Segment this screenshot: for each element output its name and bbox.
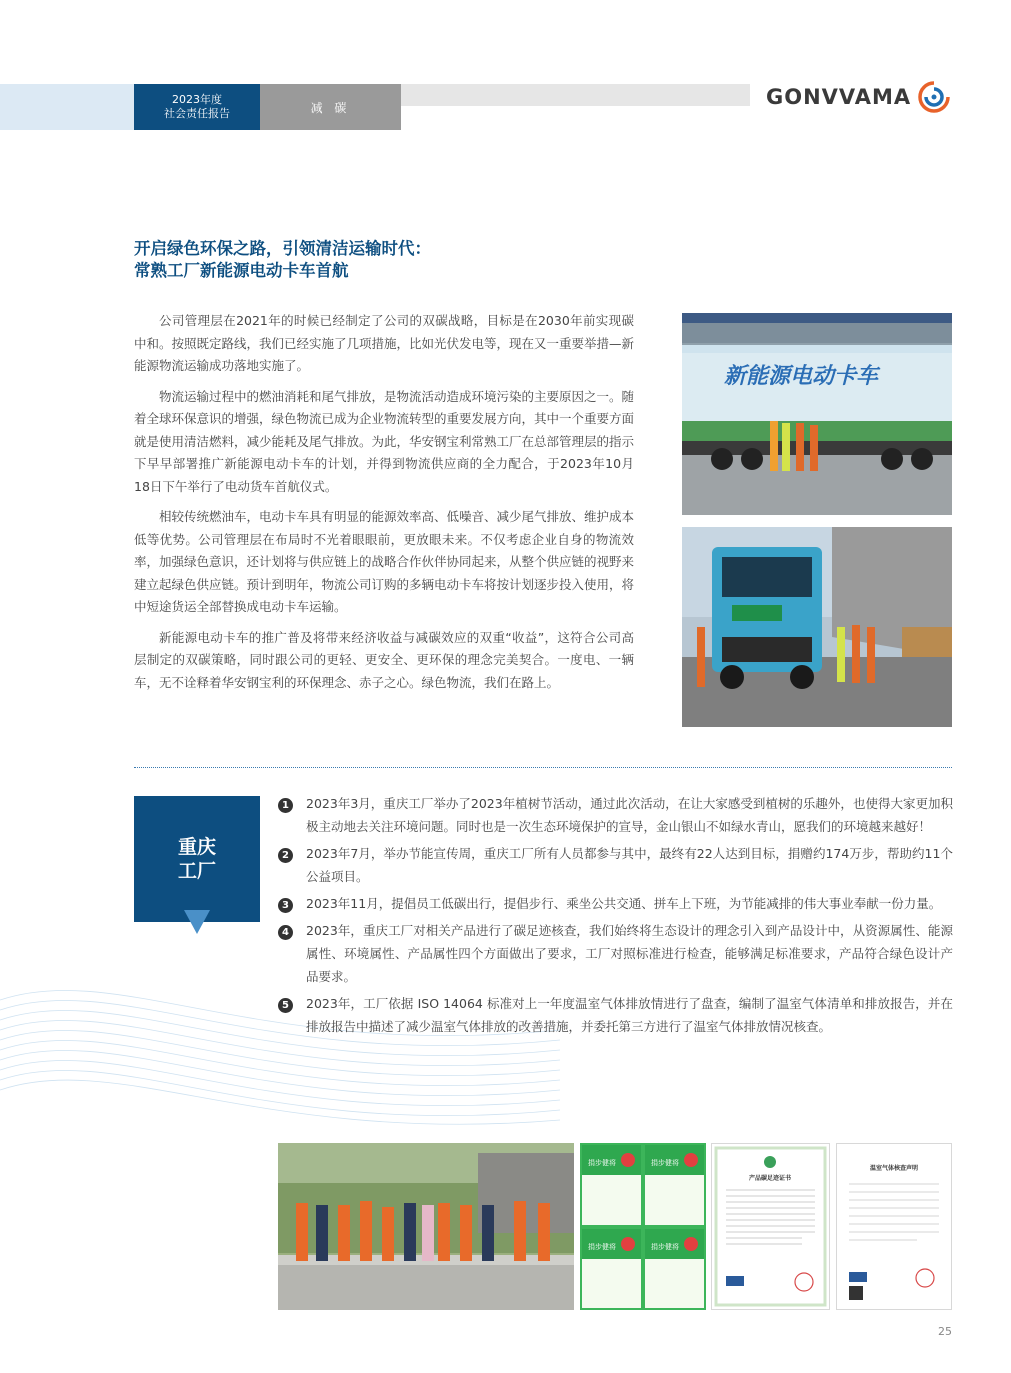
- list-item-text: 2023年7月，举办节能宣传周，重庆工厂所有人员都参与其中，最终有22人达到目标，捐赠约174万步，帮助约11个公益项目。: [306, 846, 953, 884]
- logo-text: GONVVAMA: [766, 85, 912, 109]
- paragraph: 物流运输过程中的燃油消耗和尾气排放，是物流活动造成环境污染的主要原因之一。随着全球环保意识的增强，绿色物流已成为企业物流转型的重要发展方向，其中一个重要方面就是使用清洁燃料，减少能耗及尾气排放。为此，华安钢宝利常熟工厂在总部管理层的指示下早早部署推广新能源电动卡车的计划，并得到物流供应商的全力配合，于2023年10月18日下午举行了电动货车首航仪式。: [134, 388, 635, 494]
- step-card-label: 捐步健将: [588, 1159, 616, 1167]
- list-item: [278, 992, 953, 1038]
- statement-title: 温室气体核查声明: [869, 1165, 919, 1172]
- page-number: 25: [938, 1325, 952, 1338]
- article-title: [134, 238, 634, 282]
- report-year: 2023年度: [172, 93, 222, 106]
- chongqing-label-line2: 工厂: [177, 860, 216, 882]
- header-gray-strip: [401, 84, 750, 106]
- down-arrow-icon: [184, 910, 210, 934]
- statement-illustration: [837, 1144, 951, 1309]
- step-donation-illustration: [580, 1143, 706, 1310]
- ghg-verification-statement: [836, 1143, 952, 1310]
- paragraph: 新能源电动卡车的推广普及将带来经济收益与减碳效应的双重“收益”，这符合公司高层制定的双碳策略，同时跟公司的更轻、更安全、更环保的理念完美契合。一度电、一辆车，无不诠释着华安钢宝利的环保理念、赤子之心。绿色物流，我们在路上。: [134, 629, 634, 690]
- paragraph: 公司管理层在2021年的时候已经制定了公司的双碳战略，目标是在2030年前实现碳中和。按照既定路线，我们已经实施了几项措施，比如光伏发电等，现在又一重要举措—新能源物流运输成功落地实施了。: [134, 313, 635, 373]
- number-badge: 5: [278, 998, 293, 1013]
- header-band: [0, 84, 134, 130]
- list-item: [278, 792, 953, 838]
- truck-banner-text: 新能源电动卡车: [724, 364, 879, 389]
- step-donation-cards: [580, 1143, 706, 1310]
- brand-logo: [766, 80, 951, 114]
- number-badge: 1: [278, 798, 293, 813]
- tree-planting-photo: [278, 1143, 574, 1310]
- number-badge: 4: [278, 925, 293, 940]
- section-tab: [260, 84, 401, 130]
- list-item: [278, 842, 953, 888]
- truck-front-photo: [682, 527, 952, 727]
- chongqing-activity-list: [278, 792, 953, 1042]
- truck-side-photo: [682, 313, 952, 515]
- article-body: [134, 310, 634, 702]
- certificate-title: 产品碳足迹证书: [748, 1175, 792, 1182]
- article-title-line2: 常熟工厂新能源电动卡车首航: [134, 261, 349, 280]
- number-badge: 2: [278, 848, 293, 863]
- truck-side-illustration: [682, 313, 952, 515]
- list-item-text: 2023年，重庆工厂对相关产品进行了碳足迹核查，我们始终将生态设计的理念引入到产品设计中，从资源属性、能源属性、环境属性、产品属性四个方面做出了要求，工厂对照标准进行检查，能够满足标准要求，产品符合绿色设计产品要求。: [306, 923, 953, 984]
- list-item: [278, 919, 953, 988]
- article-title-line1: 开启绿色环保之路，引领清洁运输时代：: [134, 239, 431, 258]
- report-name: 社会责任报告: [164, 107, 230, 120]
- paragraph: 相较传统燃油车，电动卡车具有明显的能源效率高、低噪音、减少尾气排放、维护成本低等优势。公司管理层在布局时不光着眼眼前，更放眼未来。不仅考虑企业自身的物流效率，加强绿色意识，还计划将与供应链上的战略合作伙伴协同起来，从整个供应链的视野来建立起绿色供应链。预计到明年，物流公司订购的多辆电动卡车将按计划逐步投入使用，将中短途货运全部替换成电动卡车运输。: [134, 509, 635, 614]
- list-item-text: 2023年3月，重庆工厂举办了2023年植树节活动，通过此次活动，在让大家感受到植树的乐趣外，也使得大家更加积极主动地去关注环境问题。同时也是一次生态环境保护的宣导，金山银山不如绿水青山，愿我们的环境越来越好！: [306, 796, 953, 834]
- report-year-tab: [134, 84, 260, 130]
- chongqing-factory-label: [134, 796, 260, 922]
- tree-planting-illustration: [278, 1143, 574, 1310]
- step-card-label: 捐步健将: [651, 1159, 679, 1167]
- list-item: [278, 892, 953, 915]
- logo-swirl-icon: [917, 80, 951, 114]
- truck-front-illustration: [682, 527, 952, 727]
- list-item-text: 2023年，工厂依据 ISO 14064 标准对上一年度温室气体排放情进行了盘查，编制了温室气体清单和排放报告，并在排放报告中描述了减少温室气体排放的改善措施，并委托第三方进行了温室气体排放情况核查。: [306, 996, 953, 1034]
- step-card-label: 捐步健将: [588, 1243, 616, 1251]
- section-divider: [134, 767, 952, 768]
- section-label: 减 碳: [310, 100, 351, 115]
- certificate-illustration: [712, 1144, 829, 1309]
- list-item-text: 2023年11月，提倡员工低碳出行，提倡步行、乘坐公共交通、拼车上下班，为节能减排的伟大事业奉献一份力量。: [306, 896, 942, 911]
- step-card-label: 捐步健将: [651, 1243, 679, 1251]
- carbon-footprint-certificate: [711, 1143, 830, 1310]
- number-badge: 3: [278, 898, 293, 913]
- chongqing-label-line1: 重庆: [177, 836, 216, 858]
